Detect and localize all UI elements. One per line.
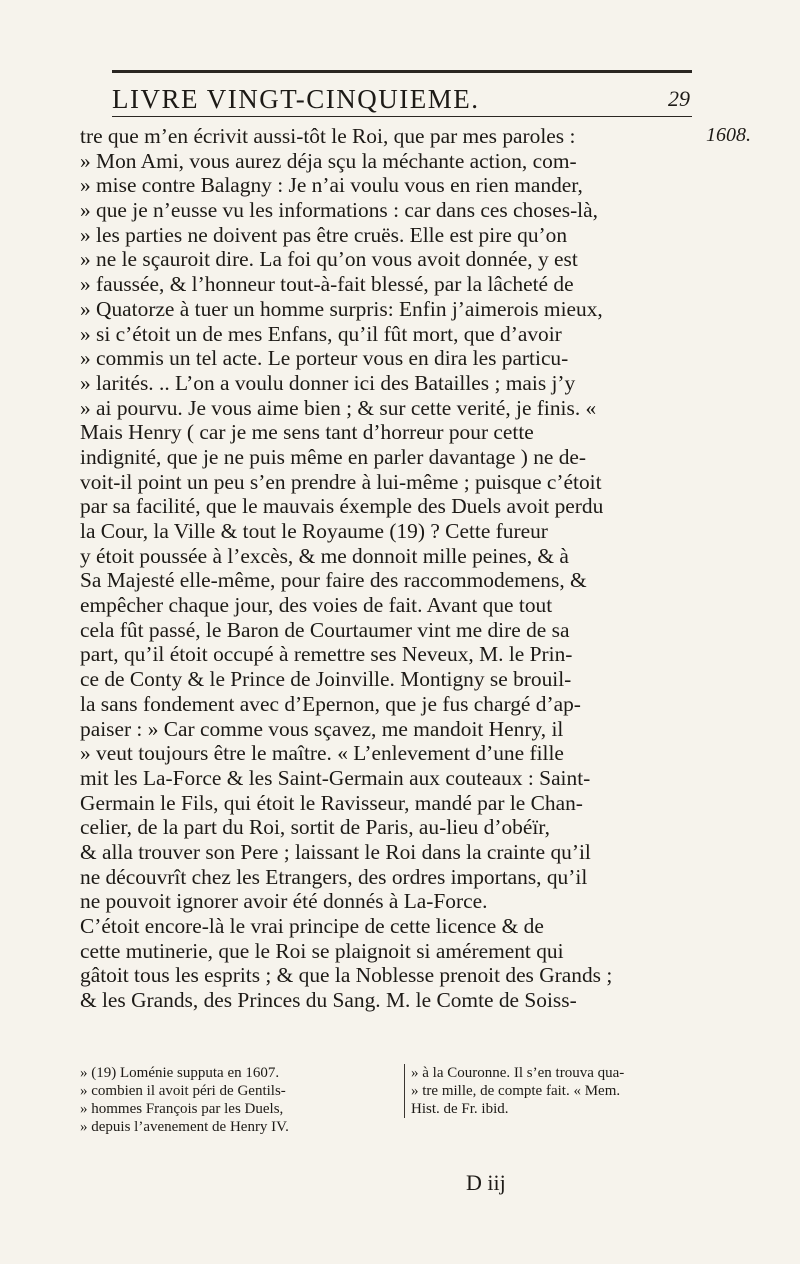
text-line: » si c’étoit un de mes Enfans, qu’il fût mort, que d’avoir — [80, 321, 562, 346]
footnote-column-right — [404, 1064, 711, 1118]
text-line: celier, de la part du Roi, sortit de Paris, au-lieu d’obéïr, — [80, 815, 550, 840]
text-line: mit les La-Force & les Saint-Germain aux couteaux : Saint- — [80, 765, 591, 790]
text-line: par sa facilité, que le mauvais éxemple des Duels avoit perdu — [80, 494, 604, 519]
text-line: » les parties ne doivent pas être cruës. Elle est pire qu’on — [80, 222, 568, 247]
text-line: » larités. .. L’on a voulu donner ici des Batailles ; mais j’y — [80, 370, 576, 395]
text-line: cette mutinerie, que le Roi se plaignoit si amérement qui — [80, 938, 564, 963]
footnote-column-left — [80, 1064, 388, 1136]
text-line: » ne le sçauroit dire. La foi qu’on vous avoit donnée, y est — [80, 247, 578, 272]
body-text — [80, 124, 704, 1013]
footnote-line: » (19) Loménie supputa en 1607. — [80, 1065, 280, 1081]
text-line: » faussée, & l’honneur tout-à-fait blessé, par la lâcheté de — [80, 272, 574, 297]
signature-mark: D iij — [466, 1170, 506, 1195]
text-line: la Cour, la Ville & tout le Royaume (19) ? Cette fureur — [80, 519, 548, 543]
text-line: gâtoit tous les esprits ; & que la Noblesse prenoit des Grands ; — [80, 963, 613, 988]
text-line: ne pouvoit ignorer avoir été donnés à La-Force. — [80, 889, 488, 914]
footnote-line: » combien il avoit péri de Gentils- — [80, 1083, 286, 1099]
text-line: » mise contre Balagny : Je n’ai voulu vous en rien mander, — [80, 173, 583, 198]
text-line: » ai pourvu. Je vous aime bien ; & sur cette verité, je finis. « — [80, 395, 597, 420]
footnote-line: Hist. de Fr. ibid. — [411, 1101, 509, 1117]
text-line: la sans fondement avec d’Epernon, que je fus chargé d’ap- — [80, 691, 581, 716]
running-title: LIVRE VINGT-CINQUIEME. — [112, 84, 480, 114]
text-line: cela fût passé, le Baron de Courtaumer vint me dire de sa — [80, 617, 570, 642]
text-line: part, qu’il étoit occupé à remettre ses Neveux, M. le Prin- — [80, 642, 573, 667]
text-line: indignité, que je ne puis même en parler davantage ) ne de- — [80, 444, 587, 469]
footnote-line: » hommes François par les Duels, — [80, 1101, 284, 1117]
page-header — [112, 82, 692, 117]
text-line: & les Grands, des Princes du Sang. M. le Comte de Soiss- — [80, 988, 577, 1013]
text-line: ce de Conty & le Prince de Joinville. Montigny se brouil- — [80, 667, 572, 692]
text-line: tre que m’en écrivit aussi-tôt le Roi, que par mes paroles : — [80, 124, 576, 148]
text-line: » commis un tel acte. Le porteur vous en dira les particu- — [80, 346, 569, 371]
text-line: Mais Henry ( car je me sens tant d’horreur pour cette — [80, 420, 534, 445]
text-line: C’étoit encore-là le vrai principe de cette licence & de — [80, 914, 544, 938]
text-line: y étoit poussée à l’excès, & me donnoit mille peines, & à — [80, 543, 569, 568]
text-line: voit-il point un peu s’en prendre à lui-même ; puisque c’étoit — [80, 469, 602, 494]
text-line: » veut toujours être le maître. « L’enlevement d’une fille — [80, 741, 564, 766]
top-rule — [112, 70, 692, 73]
text-line: & alla trouver son Pere ; laissant le Roi dans la crainte qu’il — [80, 839, 591, 864]
text-line: » Mon Ami, vous aurez déja sçu la méchante action, com- — [80, 148, 577, 173]
footnote-line: » depuis l’avenement de Henry IV. — [80, 1119, 289, 1135]
text-line: empêcher chaque jour, des voies de fait. Avant que tout — [80, 593, 553, 618]
text-line: ne découvrît chez les Etrangers, des ordres importans, qu’il — [80, 864, 588, 889]
margin-year: 1608. — [706, 124, 751, 146]
text-line: » Quatorze à tuer un homme surpris: Enfin j’aimerois mieux, — [80, 296, 603, 321]
text-line: paiser : » Car comme vous sçavez, me mandoit Henry, il — [80, 716, 564, 741]
text-line: Germain le Fils, qui étoit le Ravisseur, mandé par le Chan- — [80, 790, 583, 815]
text-line: Sa Majesté elle-même, pour faire des raccommodemens, & — [80, 568, 587, 593]
footnote-line: » tre mille, de compte fait. « Mem. — [411, 1083, 621, 1099]
footnote-line: » à la Couronne. Il s’en trouva qua- — [411, 1065, 625, 1081]
page-number: 29 — [668, 86, 690, 111]
text-line: » que je n’eusse vu les informations : car dans ces choses-là, — [80, 198, 598, 223]
